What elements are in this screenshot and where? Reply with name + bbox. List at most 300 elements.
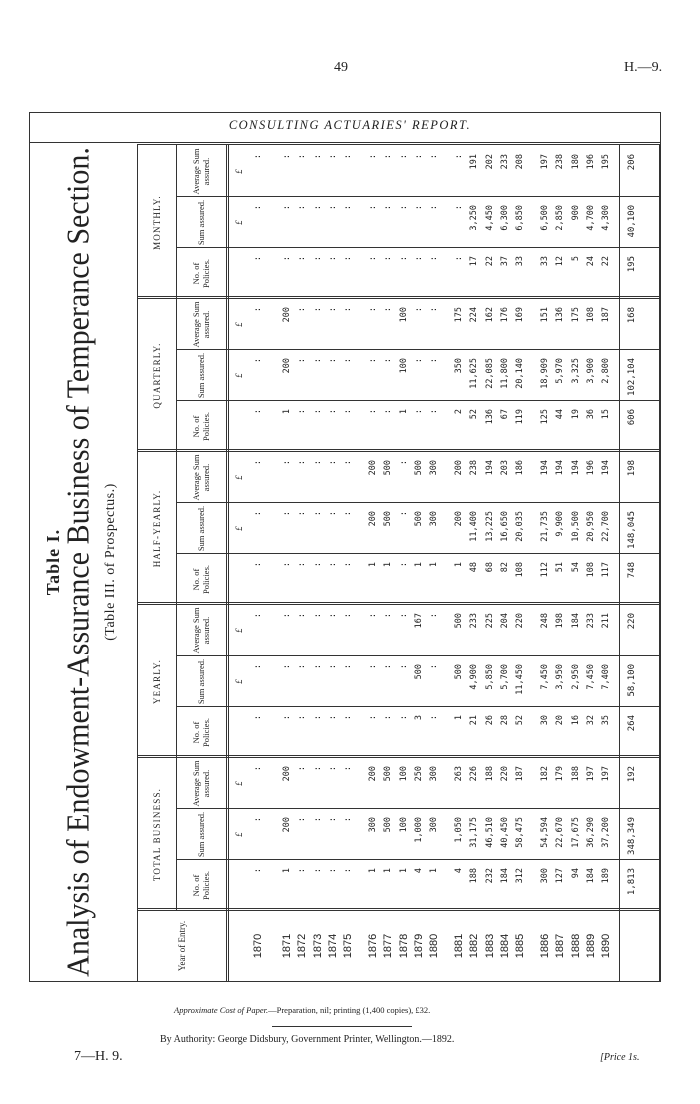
table-cell: 1 [282,868,293,874]
table-cell: 52 [515,715,525,726]
table-cell: : [297,205,308,211]
table-cell: : [312,409,323,415]
table-cell: : [343,358,353,364]
table-cell: : [343,766,353,772]
column-header: Average Sum assured. [191,760,211,807]
table-cell: 187 [515,766,525,782]
table-cell: 202 [484,154,495,170]
table-cell: 238 [469,460,480,476]
table-cell: 67 [499,409,510,420]
table-cell: : [398,613,409,619]
printer-imprint: By Authority: George Didsbury, Government Printer, Wellington.—1892. [160,1034,455,1045]
table-cell: 500 [413,460,424,476]
table-cell: : [398,511,409,517]
table-cell: 233 [499,154,510,170]
table-cell: : [413,205,424,211]
table-cell: 300 [368,817,379,833]
table-cell: : [398,562,409,568]
table-cell: 11,400 [469,511,480,542]
table-cell: 11,800 [499,358,510,389]
table-cell: 204 [499,613,510,629]
table-cell: 33 [515,256,525,267]
table-cell: 1 [398,409,409,415]
table-cell: 250 [413,766,424,782]
table-cell: 1,050 [454,817,465,843]
group-header: YEARLY. [152,658,162,705]
table-cell: : [312,817,323,823]
table-cell: : [398,664,409,670]
table-cell: 300 [540,868,551,884]
table-cell: : [253,511,263,517]
table-cell: : [327,154,338,160]
table-cell: 100 [398,358,409,374]
table-cell: : [297,868,308,874]
table-cell: 179 [555,766,566,782]
table-cell: 500 [383,817,394,833]
table-cell: : [253,613,263,619]
table-cell: 119 [515,409,525,425]
table-cell: 32 [585,715,596,726]
table-cell: 2,950 [570,664,581,690]
table-cell: 136 [555,307,566,323]
table-cell: 1,000 [413,817,424,843]
table-cell: 188 [570,766,581,782]
table-cell: 211 [601,613,611,629]
table-cell: : [383,664,394,670]
rotated-table-block [45,142,661,982]
table-cell: 6,500 [540,205,551,231]
table-cell: 40,450 [499,817,510,848]
column-divider [176,808,659,809]
table-cell: : [253,154,263,160]
table-cell: 1 [429,562,439,568]
currency-symbol: £ [234,322,244,327]
total-cell: 198 [627,460,638,477]
table-cell: : [383,307,394,313]
table-cell: 263 [454,766,465,782]
table-cell: 184 [585,868,596,884]
table-cell: 117 [601,562,611,578]
group-header: QUARTERLY. [152,342,162,409]
total-cell: 206 [627,154,638,171]
table-cell: 7,450 [540,664,551,690]
table-cell: : [282,613,293,619]
column-header: Average Sum assured. [191,454,211,501]
column-header: No. of Policies. [191,258,211,289]
table-cell: : [429,613,439,619]
table-cell: 100 [398,307,409,323]
table-cell: : [413,307,424,313]
table-cell: : [312,766,323,772]
year-label: 1886 [539,933,552,959]
column-header: Average Sum assured. [191,301,211,348]
total-cell: 148,045 [627,511,638,549]
column-divider [176,859,659,860]
table-cell: 112 [540,562,551,578]
table-cell: 200 [368,460,379,476]
table-cell: : [368,664,379,670]
table-cell: 2 [454,409,465,415]
table-cell: : [343,256,353,262]
table-cell: 52 [469,409,480,420]
table-cell: 188 [484,766,495,782]
document-id: H.—9. [624,60,663,75]
table-cell: 22,085 [484,358,495,389]
table-cell: : [429,715,439,721]
table-cell: 151 [540,307,551,323]
table-cell: : [297,511,308,517]
table-cell: 100 [398,766,409,782]
price-note: [Price 1s. [600,1052,640,1063]
table-cell: : [253,307,263,313]
column-header: Average Sum assured. [191,607,211,654]
table-cell: : [327,409,338,415]
table-cell: 4,900 [469,664,480,690]
table-cell: : [343,562,353,568]
table-cell: : [327,868,338,874]
table-cell: : [383,409,394,415]
table-cell: 4,300 [601,205,611,231]
table-cell: 200 [282,817,293,833]
table-cell: 200 [282,766,293,782]
table-cell: 312 [515,868,525,884]
table-cell: : [297,562,308,568]
table-cell: 1 [368,562,379,568]
column-header: Average Sum assured. [191,148,211,195]
table-cell: : [312,460,323,466]
table-cell: : [282,256,293,262]
table-cell: 36,290 [585,817,596,848]
table-cell: : [368,358,379,364]
table-cell: : [282,715,293,721]
table-cell: 200 [368,511,379,527]
table-cell: 197 [540,154,551,170]
table-cell: : [413,154,424,160]
table-cell: : [282,664,293,670]
table-cell: 108 [515,562,525,578]
table-cell: 200 [282,358,293,374]
table-cell: 1 [413,562,424,568]
table-cell: 175 [570,307,581,323]
total-cell: 220 [627,613,638,630]
table-cell: : [368,307,379,313]
table-cell: : [312,205,323,211]
table-cell: 500 [413,664,424,680]
table-cell: : [343,154,353,160]
page-number: 49 [334,60,348,75]
column-divider [176,706,659,707]
totals-rule [619,145,620,981]
year-label: 1889 [584,933,597,959]
table-cell: 4 [413,868,424,874]
table-cell: : [368,409,379,415]
table-cell: 900 [570,205,581,221]
table-cell: : [312,562,323,568]
table-cell: 21,735 [540,511,551,542]
year-label: 1879 [412,933,425,959]
total-cell: 195 [627,256,638,273]
table-cell: 186 [515,460,525,476]
table-cell: : [282,511,293,517]
column-header: Sum assured. [196,811,206,858]
table-cell: 37 [499,256,510,267]
table-cell: 48 [469,562,480,573]
table-cell: 4 [454,868,465,874]
year-column-header: Year of Entry. [177,920,187,972]
table-cell: : [327,817,338,823]
total-cell: 40,100 [627,205,638,238]
table-cell: 125 [540,409,551,425]
total-cell: 102,104 [627,358,638,396]
year-label: 1883 [483,933,496,959]
table-cell: : [312,307,323,313]
table-cell: 54,594 [540,817,551,848]
year-label: 1873 [311,933,324,959]
table-cell: 1 [383,868,394,874]
table-cell: 225 [484,613,495,629]
table-cell: : [368,715,379,721]
table-cell: : [368,256,379,262]
table-cell: 184 [570,613,581,629]
table-cell: : [312,613,323,619]
table-cell: 108 [585,307,596,323]
table-cell: 7,450 [585,664,596,690]
table-cell: 30 [540,715,551,726]
table-cell: : [297,715,308,721]
table-cell: 2,850 [555,205,566,231]
table-cell: : [297,409,308,415]
table-cell: 33 [540,256,551,267]
total-cell: 58,100 [627,664,638,697]
table-cell: : [297,817,308,823]
table-cell: : [282,562,293,568]
table-cell: : [297,358,308,364]
table-cell: : [343,307,353,313]
table-cell: 3,325 [570,358,581,384]
total-cell: 264 [627,715,638,732]
table-cell: 182 [540,766,551,782]
table-cell: : [312,715,323,721]
table-cell: : [253,817,263,823]
table-cell: 1 [454,715,465,721]
table-cell: 22,670 [555,817,566,848]
table-cell: 500 [383,511,394,527]
table-cell: 196 [585,154,596,170]
table-cell: 58,475 [515,817,525,848]
table-cell: : [413,256,424,262]
group-header: HALF-YEARLY. [152,489,162,568]
table-cell: 226 [469,766,480,782]
table-cell: : [343,664,353,670]
table-cell: : [327,715,338,721]
header-rule [176,145,177,911]
table-cell: 500 [383,766,394,782]
report-title: CONSULTING ACTUARIES' REPORT. [228,118,472,132]
table-cell: : [327,256,338,262]
table-cell: 127 [555,868,566,884]
table-cell: 10,500 [570,511,581,542]
table-cell: : [383,154,394,160]
table-cell: 233 [469,613,480,629]
table-cell: 220 [515,613,525,629]
column-divider [176,655,659,656]
column-divider [176,247,659,248]
table-cell: : [312,256,323,262]
table-cell: 300 [429,817,439,833]
table-cell: 220 [499,766,510,782]
table-cell: : [398,205,409,211]
table-cell: : [312,664,323,670]
table-cell: : [297,460,308,466]
column-divider [176,502,659,503]
table-cell: 9,900 [555,511,566,537]
year-label: 1880 [428,933,440,959]
table-cell: 187 [601,307,611,323]
table-cell: : [253,256,263,262]
table-cell: : [282,460,293,466]
table-cell: 197 [601,766,611,782]
table-cell: : [282,154,293,160]
table-cell: : [429,358,439,364]
header-rule [226,145,227,981]
year-label: 1890 [600,933,612,959]
table-cell: 22 [484,256,495,267]
table-cell: 5 [570,256,581,262]
column-divider [176,553,659,554]
table-subtitle: (Table III. of Prospectus.) [103,483,118,641]
table-cell: 194 [601,460,611,476]
column-divider [176,349,659,350]
table-cell: 232 [484,868,495,884]
table-cell: : [343,511,353,517]
year-label: 1870 [252,933,264,959]
table-cell: 7,400 [601,664,611,690]
table-cell: : [398,256,409,262]
table-cell: 68 [484,562,495,573]
table-cell: 51 [555,562,566,573]
total-cell: 192 [627,766,638,783]
table-cell: : [429,205,439,211]
table-cell: 136 [484,409,495,425]
column-header: No. of Policies. [191,564,211,595]
year-label: 1878 [397,933,410,959]
table-cell: 1 [282,409,293,415]
column-header: Sum assured. [196,352,206,399]
total-cell: 348,349 [627,817,638,855]
group-header: TOTAL BUSINESS. [152,787,162,882]
table-cell: 1 [429,868,439,874]
table-cell: 54 [570,562,581,573]
table-cell: 200 [282,307,293,323]
table-cell: : [327,613,338,619]
table-cell: 184 [499,868,510,884]
data-table [137,144,660,982]
currency-symbol: £ [234,781,244,786]
table-cell: 20,140 [515,358,525,389]
table-cell: 21 [469,715,480,726]
table-cell: : [253,205,263,211]
table-cell: 18,909 [540,358,551,389]
table-cell: 5,850 [484,664,495,690]
table-cell: : [343,868,353,874]
table-cell: : [429,409,439,415]
table-cell: 175 [454,307,465,323]
table-cell: : [253,409,263,415]
table-cell: : [343,613,353,619]
table-cell: 500 [383,460,394,476]
total-cell: 1,813 [627,868,638,896]
table-title: Analysis of Endowment-Assurance Business of Temperance Section. [61,147,96,977]
column-divider [176,196,659,197]
table-cell: 22 [601,256,611,267]
currency-symbol: £ [234,220,244,225]
table-cell: 169 [515,307,525,323]
table-cell: : [253,715,263,721]
table-cell: 15 [601,409,611,420]
table-cell: : [413,409,424,415]
table-cell: 195 [601,154,611,170]
table-cell: 248 [540,613,551,629]
table-cell: 3,950 [555,664,566,690]
table-cell: 1 [454,562,465,568]
table-cell: 20,035 [515,511,525,542]
table-cell: 5,970 [555,358,566,384]
table-cell: 6,850 [515,205,525,231]
table-cell: : [312,511,323,517]
table-cell: 12 [555,256,566,267]
table-cell: 180 [570,154,581,170]
total-cell: 606 [627,409,638,426]
table-cell: : [454,154,465,160]
table-cell: : [282,205,293,211]
group-header: MONTHLY. [152,195,162,250]
table-cell: 500 [454,664,465,680]
table-cell: : [454,205,465,211]
table-cell: 11,625 [469,358,480,389]
table-cell: : [413,358,424,364]
table-cell: : [343,817,353,823]
table-cell: : [297,307,308,313]
table-cell: 2,800 [601,358,611,384]
table-cell: 4,450 [484,205,495,231]
table-cell: : [383,613,394,619]
table-cell: 17,675 [570,817,581,848]
header-rule [228,145,229,981]
table-cell: 22,700 [601,511,611,542]
currency-symbol: £ [234,475,244,480]
cost-label: Approximate Cost of Paper. [174,1005,269,1015]
table-cell: 5,700 [499,664,510,690]
table-cell: : [312,154,323,160]
table-cell: 46,510 [484,817,495,848]
table-cell: : [327,307,338,313]
table-cell: 11,450 [515,664,525,695]
table-cell: : [297,256,308,262]
table-cell: 26 [484,715,495,726]
table-cell: 198 [555,613,566,629]
table-cell: 194 [555,460,566,476]
table-cell: : [327,562,338,568]
table-cell: 28 [499,715,510,726]
year-label: 1875 [342,933,354,959]
table-cell: : [398,460,409,466]
table-cell: 300 [429,511,439,527]
table-cell: : [343,205,353,211]
table-cell: : [383,358,394,364]
table-cell: 82 [499,562,510,573]
table-cell: 300 [429,460,439,476]
table-cell: 238 [555,154,566,170]
